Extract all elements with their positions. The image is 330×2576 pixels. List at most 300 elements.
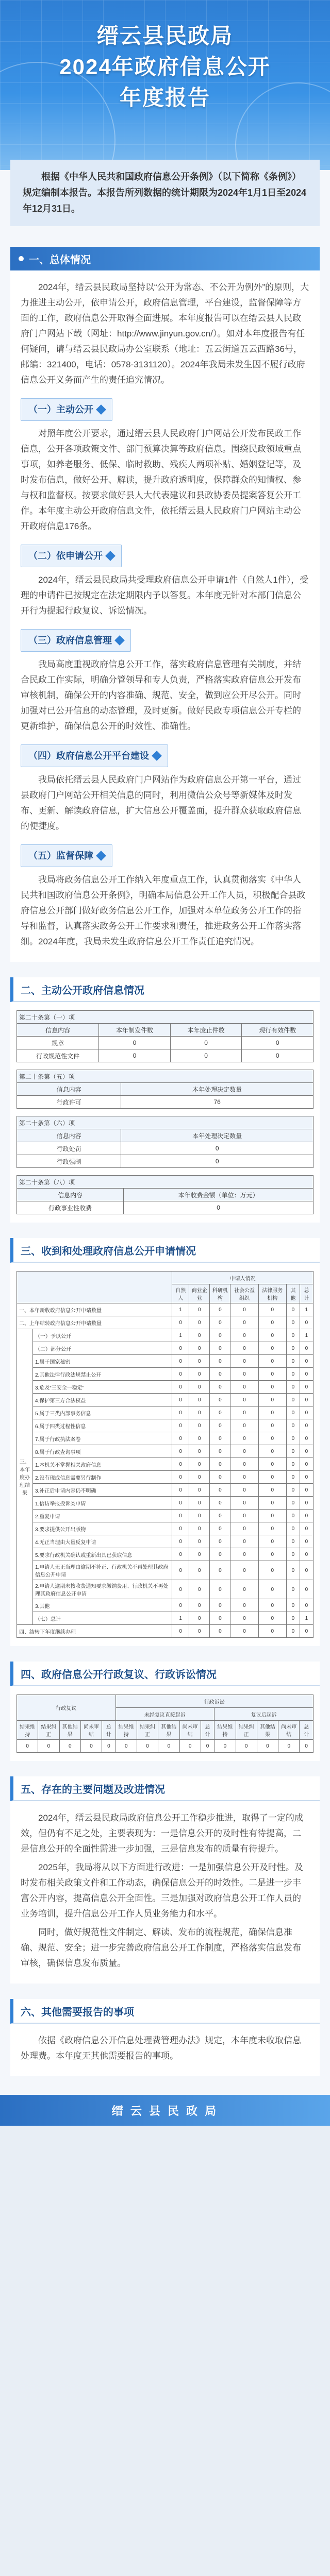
table-cell: 0: [172, 1484, 189, 1497]
table-cell: 0: [189, 1625, 210, 1638]
table-cell: 0: [300, 1599, 313, 1612]
table-cell: 0: [258, 1316, 286, 1329]
table-row: [17, 1561, 314, 1580]
table-cell: 0: [210, 1406, 230, 1419]
table-cell: 0: [230, 1510, 258, 1522]
table-cell: 0: [189, 1303, 210, 1316]
table-cell: 0: [258, 1329, 286, 1342]
table-cell: 0: [286, 1471, 300, 1484]
table-cell: 0: [189, 1381, 210, 1394]
table-cell: 0: [230, 1612, 258, 1625]
row-label: （七）总计: [33, 1612, 172, 1625]
table-row: [17, 1497, 314, 1510]
table-cell: 行政事业性收费: [17, 1201, 124, 1214]
table-row: [17, 1445, 314, 1458]
table-row: [17, 1355, 314, 1368]
table-cell: 0: [230, 1522, 258, 1535]
table-row: [17, 1458, 314, 1471]
other-card: [10, 2024, 320, 2076]
table-row: [17, 1316, 314, 1329]
col-group-header: 申请人情况: [172, 1272, 314, 1284]
table-cell: 0: [210, 1458, 230, 1471]
table-header-cell: 其他结果: [158, 1721, 179, 1740]
table-header-cell: 其他结果: [257, 1721, 278, 1740]
table-cell: 0: [300, 1740, 314, 1753]
table-cell: 0: [210, 1599, 230, 1612]
table-cell: 0: [258, 1561, 286, 1580]
table-cell: 0: [286, 1599, 300, 1612]
table-cell: 0: [137, 1740, 158, 1753]
table-cell: 0: [210, 1612, 230, 1625]
section-problems: [10, 1776, 320, 1984]
section-overview: [10, 247, 320, 962]
table-cell: 0: [286, 1458, 300, 1471]
table-row: [17, 1419, 314, 1432]
table-row: [17, 1142, 314, 1155]
row-label: 2.没有现成信息需要另行制作: [33, 1471, 172, 1484]
table-cell: 0: [210, 1381, 230, 1394]
table-header-cell: 结果纠正: [236, 1721, 257, 1740]
table-cell: 0: [189, 1329, 210, 1342]
row-label: 2.重复申请: [33, 1510, 172, 1522]
table-penalties: 第二十条第（六）项 信息内容 本年处理决定数量 行政处罚 0 行政强制 0: [16, 1116, 314, 1168]
table-cell: 0: [286, 1329, 300, 1342]
row-label: 1.申请人无正当理由逾期不补正、行政机关不再处理其政府信息公开申请: [33, 1561, 172, 1580]
active-disclosure-tables: [10, 1002, 320, 1223]
subsection-title: （三）政府信息管理: [21, 629, 131, 652]
table-cell: 0: [286, 1612, 300, 1625]
table-row: [17, 1096, 314, 1109]
table-cell: 规章: [17, 1037, 99, 1049]
table-cell: 0: [258, 1394, 286, 1406]
table-cell: 0: [258, 1599, 286, 1612]
table-row: [17, 1612, 314, 1625]
paragraph: 依据《政府信息公开信息处理费管理办法》规定，本年度未收取信息处理费。本年度无其他需要报告的事项。: [21, 2036, 301, 2061]
table-header-cell: 社会公益组织: [230, 1284, 258, 1303]
table-row: [17, 1625, 314, 1638]
table-cell: 0: [230, 1484, 258, 1497]
table-cell: 0: [179, 1740, 201, 1753]
diamond-icon: [96, 851, 106, 861]
table-cell: 0: [258, 1548, 286, 1561]
table-cell: 0: [124, 1201, 314, 1214]
paragraph: 2025年，我局将从以下方面进行改进：一是加强信息公开及时性。及时发布相关政策文件和工作动态，确保信息公开的时效性。二是进一步丰富公开内容，提高信息公开全面性。三是加强对政府信息公开工作人员的业务培训，提升信息公开工作人员业务能力和水平。: [21, 1862, 303, 1919]
table-cell: 0: [258, 1303, 286, 1316]
table-cell: 0: [286, 1303, 300, 1316]
table-cell: 0: [230, 1458, 258, 1471]
table-rules: 第二十条第（一）项 信息内容 本年制发件数 本年废止件数 现行有效件数 规章 0 0 0 行政规范性文件 0 0 0: [16, 1010, 314, 1062]
table-row: [17, 1329, 314, 1342]
table-cell: 0: [210, 1497, 230, 1510]
table-cell: 0: [210, 1522, 230, 1535]
table-cell: 行政规范性文件: [17, 1049, 99, 1062]
table-cell: 0: [210, 1419, 230, 1432]
section-title: 六、其他需要报告的事项: [10, 1999, 320, 2024]
table-cell: 0: [189, 1342, 210, 1355]
table-cell: 0: [172, 1497, 189, 1510]
table-header-cell: 信息内容: [17, 1083, 121, 1096]
overview-card: [10, 270, 320, 962]
table-permits: 第二十条第（五）项 信息内容 本年处理决定数量 行政许可 76: [16, 1070, 314, 1109]
row-label: 4.无正当理由大量反复申请: [33, 1535, 172, 1548]
row-label: （一）予以公开: [33, 1329, 172, 1342]
intro-text: 根据《中华人民共和国政府信息公开条例》（以下简称《条例》）规定编制本报告。本报告所列数据的统计期限为2024年1月1日至2024年12月31日。: [10, 160, 320, 226]
table-cell: 0: [210, 1316, 230, 1329]
table-cell: 0: [172, 1432, 189, 1445]
table-cell: 0: [230, 1342, 258, 1355]
table-header-cell: 其他: [286, 1284, 300, 1303]
table-header-cell: 法律服务机构: [258, 1284, 286, 1303]
table-cell: 0: [300, 1580, 313, 1599]
section-title: 二、主动公开政府信息情况: [10, 977, 320, 1002]
table-cell: 0: [286, 1432, 300, 1445]
section-other: [10, 1999, 320, 2076]
table-cell: 0: [300, 1548, 313, 1561]
banner-title-line3: 年度报告: [119, 86, 210, 110]
table-cell: 0: [189, 1406, 210, 1419]
table-cell: 0: [236, 1740, 257, 1753]
table-cell: 1: [172, 1329, 189, 1342]
table-cell: 0: [172, 1535, 189, 1548]
table-row: [17, 1037, 314, 1049]
table-cell: 0: [300, 1561, 313, 1580]
table-header-cell: 本年废止件数: [170, 1024, 242, 1037]
table-row: [17, 1155, 314, 1168]
table-cell: 0: [189, 1368, 210, 1381]
table-cell: 0: [230, 1394, 258, 1406]
table-cell: 0: [230, 1381, 258, 1394]
table-cell: 0: [258, 1522, 286, 1535]
table-cell: 行政许可: [17, 1096, 121, 1109]
table-cell: 0: [258, 1580, 286, 1599]
table-cell: 0: [258, 1419, 286, 1432]
row-label: 二、上年结转政府信息公开申请数量: [17, 1316, 172, 1329]
table-cell: 0: [189, 1599, 210, 1612]
table-cell: 0: [210, 1432, 230, 1445]
table-cell: 0: [258, 1342, 286, 1355]
row-label: （二）部分公开: [33, 1342, 172, 1355]
table-header-cell: 本年处理决定数量: [121, 1129, 314, 1142]
table-cell: 0: [230, 1329, 258, 1342]
table-cell: 行政处罚: [17, 1142, 121, 1155]
row-label: 5.要求行政机关确认或重新出具已获取信息: [33, 1548, 172, 1561]
banner-title-line1: 缙云县民政局: [96, 24, 233, 48]
table-cell: 0: [300, 1394, 313, 1406]
row-label: 四、结转下年度继续办理: [17, 1625, 172, 1638]
table-cell: 0: [286, 1316, 300, 1329]
section-title: 一、总体情况: [10, 247, 320, 270]
row-label: 3.危及“三安全一稳定”: [33, 1381, 172, 1394]
table-cell: 0: [286, 1580, 300, 1599]
table-cell: 1: [300, 1329, 313, 1342]
problems-card: [10, 1801, 320, 1984]
table-cell: 0: [17, 1740, 38, 1753]
paragraph: 我局依托缙云县人民政府门户网站作为政府信息公开第一平台，通过县政府门户网站公开相关信息的同时，利用微信公众号等新媒体及时发布、更新、解读政府信息，扩大信息公开覆盖面，提升群众获取政府信息的便捷度。: [21, 775, 301, 831]
subsection-title: （五）监督保障: [21, 844, 112, 867]
table-cell: 0: [286, 1368, 300, 1381]
table-cell: 0: [172, 1445, 189, 1458]
table-cell: 0: [300, 1355, 313, 1368]
table-cell: 0: [172, 1406, 189, 1419]
footer-org: 缙 云 县 民 政 局: [0, 2095, 330, 2126]
table-cell: 0: [210, 1561, 230, 1580]
table-header-cell: 信息内容: [17, 1024, 99, 1037]
table-cell: 0: [300, 1406, 313, 1419]
table-cell: 0: [300, 1625, 313, 1638]
table-cell: 0: [214, 1740, 236, 1753]
table-cell: 0: [258, 1612, 286, 1625]
subsection-title: （一）主动公开: [21, 398, 112, 421]
table-cell: 0: [210, 1342, 230, 1355]
table-header-cell: 总计: [300, 1284, 313, 1303]
table-row: [17, 1548, 314, 1561]
table-cell: 0: [286, 1445, 300, 1458]
table-fees: 第二十条第（八）项 信息内容 本年收费金额（单位：万元） 行政事业性收费 0: [16, 1175, 314, 1214]
table-cell: 0: [210, 1625, 230, 1638]
bullet-icon: [19, 256, 24, 261]
table-cell: 0: [242, 1037, 314, 1049]
table-cell: 0: [230, 1419, 258, 1432]
table-cell: 0: [258, 1471, 286, 1484]
table-header-cell: 本年制发件数: [99, 1024, 171, 1037]
table-cell: 0: [172, 1625, 189, 1638]
table-cell: 0: [210, 1548, 230, 1561]
table-cell: 0: [258, 1355, 286, 1368]
table-cell: 0: [300, 1432, 313, 1445]
table-header-cell: 尚未审结: [278, 1721, 300, 1740]
table-cell: 0: [210, 1303, 230, 1316]
table-cell: 0: [300, 1522, 313, 1535]
row-label: 2.申请人逾期未按收费通知要求缴纳费用、行政机关不再处理其政府信息公开申请: [33, 1580, 172, 1599]
table-cell: 0: [210, 1445, 230, 1458]
table-cell: 0: [300, 1471, 313, 1484]
table-cell: 0: [210, 1484, 230, 1497]
table-cell: 0: [300, 1445, 313, 1458]
table-cell: 0: [210, 1471, 230, 1484]
table-cell: 0: [210, 1535, 230, 1548]
table-cell: 0: [230, 1303, 258, 1316]
table-header-cell: 总计: [102, 1721, 116, 1740]
table-cell: 0: [286, 1561, 300, 1580]
table-cell: 0: [170, 1037, 242, 1049]
table-cell: 0: [189, 1548, 210, 1561]
table-cell: 0: [189, 1432, 210, 1445]
table-cell: 0: [286, 1484, 300, 1497]
row-label: 2.其他法律行政法规禁止公开: [33, 1368, 172, 1381]
table-cell: 0: [80, 1740, 102, 1753]
table-cell: 0: [158, 1740, 179, 1753]
paragraph: 我局将政务信息公开工作纳入年度重点工作，认真贯彻落实《中华人民共和国政府信息公开条例》，明确本局信息公开工作人员，积极配合县政府信息公开部门做好政务信息公开工作，加强对本单位政务公开工作的指导和监督，认真落实政务公开工作要求和责任，推进政务公开工作落实落细。2024年度，我局未发生政府信息公开工作责任追究情况。: [21, 875, 306, 946]
table-cell: 0: [258, 1510, 286, 1522]
table-cell: 0: [286, 1625, 300, 1638]
table-cell: 0: [230, 1580, 258, 1599]
table-cell: 0: [286, 1548, 300, 1561]
table-row: [17, 1510, 314, 1522]
table-header-cell: 结果纠正: [137, 1721, 158, 1740]
table-header-cell: 结果维持: [116, 1721, 137, 1740]
table-cell: 0: [300, 1535, 313, 1548]
table-cell: 0: [286, 1535, 300, 1548]
review-table-wrap: [10, 1686, 320, 1761]
table-cell: 0: [230, 1548, 258, 1561]
paragraph: 同时，做好规范性文件制定、解读、发布的流程规范，确保信息准确、规范、安全；进一步完善政府信息公开工作制度，严格落实信息发布审核，确保信息发布质量。: [21, 1927, 301, 1968]
table-header-cell: 信息内容: [17, 1129, 121, 1142]
table-cell: 0: [189, 1510, 210, 1522]
table-header-cell: 总计: [300, 1721, 314, 1740]
table-cell: 0: [189, 1445, 210, 1458]
table-cell: 0: [230, 1368, 258, 1381]
table-cell: 0: [258, 1625, 286, 1638]
table-cell: 0: [286, 1419, 300, 1432]
table-header-cell: 总计: [201, 1721, 214, 1740]
table-cell: 0: [172, 1522, 189, 1535]
table-cell: 0: [170, 1049, 242, 1062]
table-cell: 0: [230, 1355, 258, 1368]
table-cell: 0: [230, 1406, 258, 1419]
paragraph: 2024年，缙云县民政局政府信息公开工作稳步推进，取得了一定的成效，但仍有不足之处，主要表现为：一是信息公开的及时性有待提高，二是信息公开的全面性需进一步加强，三是信息发布的质量有待提升。: [21, 1813, 303, 1854]
table-row: [17, 1201, 314, 1214]
table-cell: 0: [242, 1049, 314, 1062]
table-cell: 0: [172, 1510, 189, 1522]
table-header-cell: 本年收费金额（单位：万元）: [124, 1189, 314, 1201]
table-cell: 0: [286, 1355, 300, 1368]
table-cell: 0: [258, 1368, 286, 1381]
table-cell: 1: [300, 1612, 313, 1625]
table-row: [17, 1368, 314, 1381]
table-row: [17, 1381, 314, 1394]
table-cell: 0: [278, 1740, 300, 1753]
table-cell: 0: [99, 1037, 171, 1049]
table-cell: 0: [189, 1497, 210, 1510]
table-cell: 0: [38, 1740, 59, 1753]
table-cell: 0: [189, 1316, 210, 1329]
table-review: 行政复议 行政诉讼 未经复议直接起诉 复议后起诉 结果维持 结果纠正 其他结果 尚未审结 总计 结果维持 结果纠正 其他结果 尚未审结 总计 结果维持 结果纠正 其他结果 尚未审结 总计 0 0 0 0 0 0 0 0 0 0 0 0 0 0 0: [16, 1694, 314, 1753]
table-header-cell: 自然人: [172, 1284, 189, 1303]
table-header-cell: 尚未审结: [179, 1721, 201, 1740]
table-cell: 0: [286, 1342, 300, 1355]
table-cell: 0: [230, 1561, 258, 1580]
table-row: [17, 1394, 314, 1406]
section-title: 四、政府信息公开行政复议、行政诉讼情况: [10, 1662, 320, 1686]
table-cell: 0: [230, 1432, 258, 1445]
table-cell: 0: [286, 1394, 300, 1406]
table-row: [17, 1303, 314, 1316]
table-cell: 0: [210, 1580, 230, 1599]
banner-title-line2: 2024年政府信息公开: [59, 55, 271, 79]
table-cell: 0: [300, 1419, 313, 1432]
table-cell: 0: [172, 1342, 189, 1355]
row-label: 3.补正后申请内容仍不明确: [33, 1484, 172, 1497]
table-cell: 0: [189, 1419, 210, 1432]
table-header-cell: 结果纠正: [38, 1721, 59, 1740]
row-label: 3.要求提供公开出版物: [33, 1522, 172, 1535]
table-cell: 0: [230, 1599, 258, 1612]
table-cell: 0: [210, 1510, 230, 1522]
row-label: 5.属于三类内部事务信息: [33, 1406, 172, 1419]
table-cell: 0: [258, 1381, 286, 1394]
paragraph: 对照年度公开要求，通过缙云县人民政府门户网站公开发布民政工作信息，公开各项政策文件、部门预算决算等政府信息。围绕民政领域重点事项，如养老服务、低保、临时救助、残疾人两项补贴、婚姻登记等，及时发布信息，做好公开、解读，提升政府透明度，保障群众的知情权、参与权和监督权。按要求做好县人大代表建议和县政协委员提案答复公开工作。本年度主动公开政府信息文件，依托缙云县人民政府门户网站主动公开政府信息176条。: [21, 429, 301, 531]
table-cell: 0: [59, 1740, 80, 1753]
table-cell: 0: [210, 1329, 230, 1342]
table-row: [17, 1406, 314, 1419]
table-cell: 76: [121, 1096, 314, 1109]
table-cell: 0: [300, 1484, 313, 1497]
table-header-cell: 现行有效件数: [242, 1024, 314, 1037]
table-cell: 0: [116, 1740, 137, 1753]
table-cell: 1: [172, 1612, 189, 1625]
table-cell: 0: [230, 1497, 258, 1510]
subsection-title: （四）政府信息公开平台建设: [21, 744, 168, 767]
diamond-icon: [114, 635, 125, 646]
table-cell: 0: [121, 1142, 314, 1155]
row-group-label: 三、本年度办理结果: [17, 1329, 33, 1625]
diamond-icon: [105, 551, 116, 561]
table-cell: 0: [172, 1471, 189, 1484]
table-row: [17, 1522, 314, 1535]
table-cell: 0: [189, 1458, 210, 1471]
table-row: [17, 1484, 314, 1497]
row-label: 6.属于四类过程性信息: [33, 1419, 172, 1432]
table-cell: 0: [286, 1522, 300, 1535]
table-row: [17, 1599, 314, 1612]
table-cell: 0: [300, 1381, 313, 1394]
paragraph: 2024年，缙云县民政局共受理政府信息公开申请1件（自然人1件），受理的申请件已按规定在法定期限内予以答复。本年度无针对本部门信息公开行为提起行政复议、诉讼情况。: [21, 575, 309, 616]
table-cell: 0: [286, 1510, 300, 1522]
table-cell: 0: [258, 1458, 286, 1471]
table-header-cell: 结果维持: [17, 1721, 38, 1740]
row-label: 1.属于国家秘密: [33, 1355, 172, 1368]
table-row: [17, 1342, 314, 1355]
table-cell: 0: [189, 1612, 210, 1625]
section-title: 三、收到和处理政府信息公开申请情况: [10, 1238, 320, 1263]
table-cell: 0: [189, 1394, 210, 1406]
row-label: 8.属于行政查询事项: [33, 1445, 172, 1458]
row-label: 4.保护第三方合法权益: [33, 1394, 172, 1406]
table-cell: 0: [300, 1368, 313, 1381]
table-cell: 0: [121, 1155, 314, 1168]
paragraph: 我局高度重视政府信息公开工作，落实政府信息管理有关制度，并结合民政工作实际，明确分管领导和专人负责，严格落实政府信息公开发布审核机制，确保公开的内容准确、规范、安全，做到应公开尽公开。同时加强对已公开信息的动态管理，及时更新。做好民政专项信息公开专栏的更新维护，确保信息公开的时效性、准确性。: [21, 659, 301, 731]
table-header-cell: 信息内容: [17, 1189, 124, 1201]
table-cell: 0: [257, 1740, 278, 1753]
table-header-cell: 商业企业: [189, 1284, 210, 1303]
row-label: 7.属于行政执法案卷: [33, 1432, 172, 1445]
table-cell: 0: [189, 1535, 210, 1548]
table-cell: 0: [258, 1445, 286, 1458]
table-cell: 0: [300, 1316, 313, 1329]
table-cell: 0: [230, 1316, 258, 1329]
table-cell: 0: [210, 1368, 230, 1381]
section-review-litigation: [10, 1662, 320, 1761]
table-applications: [16, 1271, 314, 1638]
table-cell: 1: [172, 1303, 189, 1316]
table-cell: 0: [189, 1580, 210, 1599]
table-cell: 0: [210, 1394, 230, 1406]
table-cell: 0: [210, 1355, 230, 1368]
table-cell: 0: [230, 1535, 258, 1548]
table-cell: 0: [172, 1368, 189, 1381]
table-cell: 0: [172, 1548, 189, 1561]
table-cell: 0: [189, 1484, 210, 1497]
diamond-icon: [96, 404, 106, 415]
table-cell: 0: [189, 1471, 210, 1484]
table-cell: 0: [258, 1535, 286, 1548]
table-cell: 0: [230, 1625, 258, 1638]
table-row: [17, 1471, 314, 1484]
row-label: 1.本机关不掌握相关政府信息: [33, 1458, 172, 1471]
diamond-icon: [152, 751, 162, 761]
table-row: [17, 1580, 314, 1599]
table-cell: 1: [300, 1303, 313, 1316]
